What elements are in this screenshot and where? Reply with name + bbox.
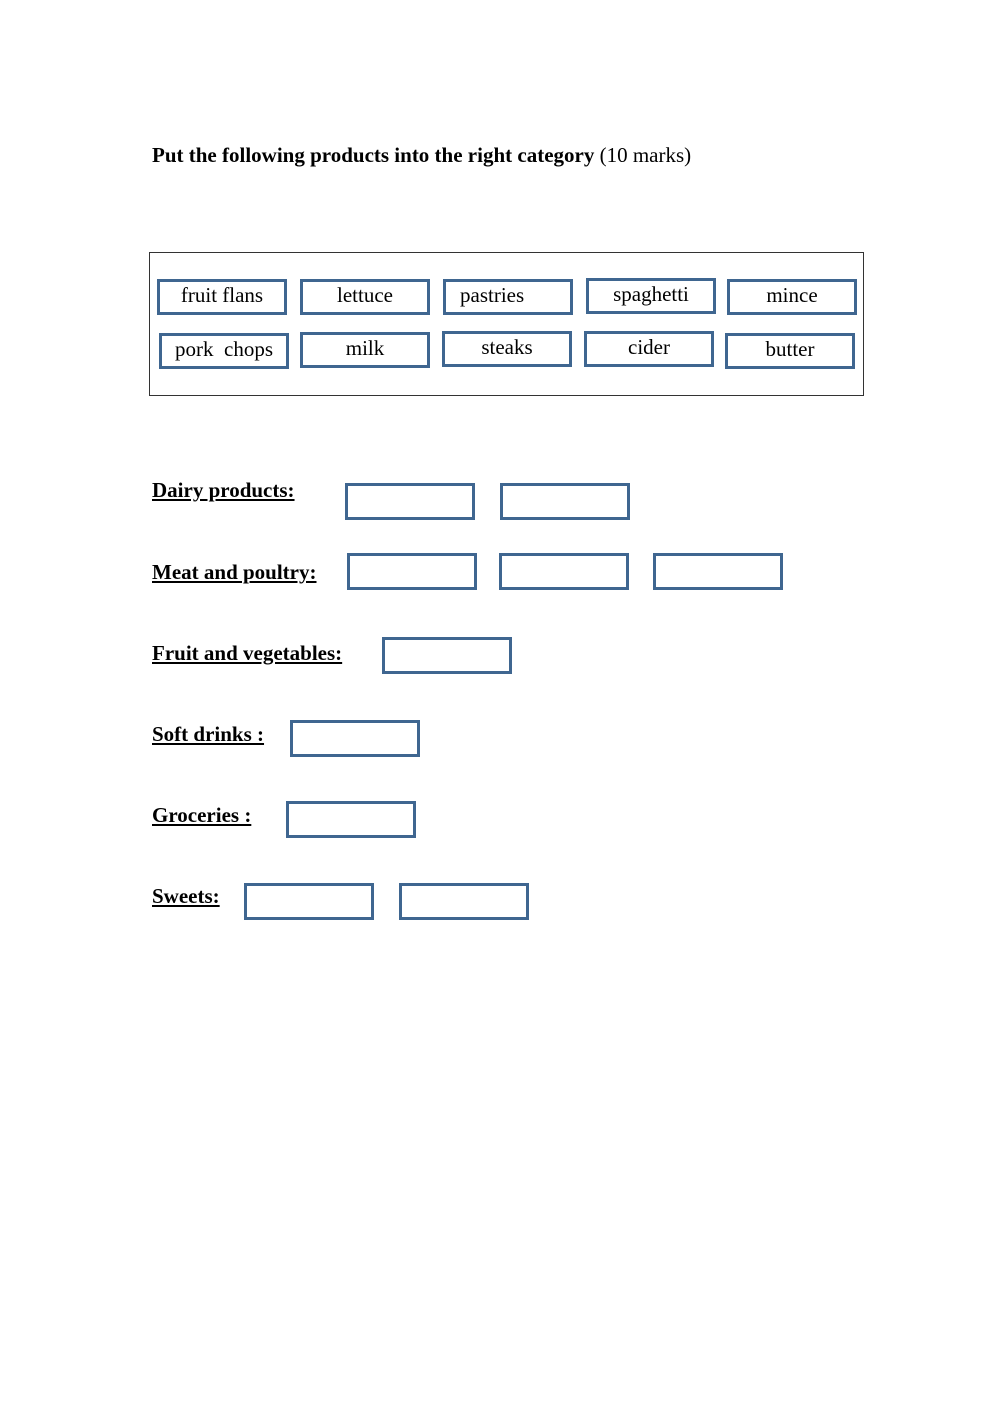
drop-slot-dairy-1[interactable] bbox=[345, 483, 475, 520]
word-chip-pastries[interactable]: pastries bbox=[443, 279, 573, 315]
category-label-meat: Meat and poultry: bbox=[152, 560, 317, 584]
drop-slot-meat-3[interactable] bbox=[653, 553, 783, 590]
category-label-soft-drinks: Soft drinks : bbox=[152, 722, 265, 746]
drop-slot-sweets-1[interactable] bbox=[244, 883, 374, 920]
instruction-text: Put the following products into the right category bbox=[152, 143, 595, 167]
word-chip-mince[interactable]: mince bbox=[727, 279, 857, 315]
category-label-fruit-veg: Fruit and vegetables: bbox=[152, 641, 343, 665]
drop-slot-meat-2[interactable] bbox=[499, 553, 629, 590]
category-label-sweets: Sweets: bbox=[152, 884, 220, 908]
drop-slot-sweets-2[interactable] bbox=[399, 883, 529, 920]
category-label-groceries: Groceries : bbox=[152, 803, 252, 827]
word-bank bbox=[149, 252, 864, 396]
word-chip-steaks[interactable]: steaks bbox=[442, 331, 572, 367]
word-chip-fruit-flans[interactable]: fruit flans bbox=[157, 279, 287, 315]
word-chip-butter[interactable]: butter bbox=[725, 333, 855, 369]
category-label-dairy: Dairy products: bbox=[152, 478, 295, 502]
word-chip-milk[interactable]: milk bbox=[300, 332, 430, 368]
word-chip-lettuce[interactable]: lettuce bbox=[300, 279, 430, 315]
drop-slot-dairy-2[interactable] bbox=[500, 483, 630, 520]
word-chip-cider[interactable]: cider bbox=[584, 331, 714, 367]
word-chip-pork-chops[interactable]: pork chops bbox=[159, 333, 289, 369]
drop-slot-groceries-1[interactable] bbox=[286, 801, 416, 838]
drop-slot-fruit-veg-1[interactable] bbox=[382, 637, 512, 674]
instruction-heading bbox=[152, 143, 691, 168]
marks-text: (10 marks) bbox=[599, 143, 692, 167]
drop-slot-soft-drinks-1[interactable] bbox=[290, 720, 420, 757]
word-chip-spaghetti[interactable]: spaghetti bbox=[586, 278, 716, 314]
drop-slot-meat-1[interactable] bbox=[347, 553, 477, 590]
